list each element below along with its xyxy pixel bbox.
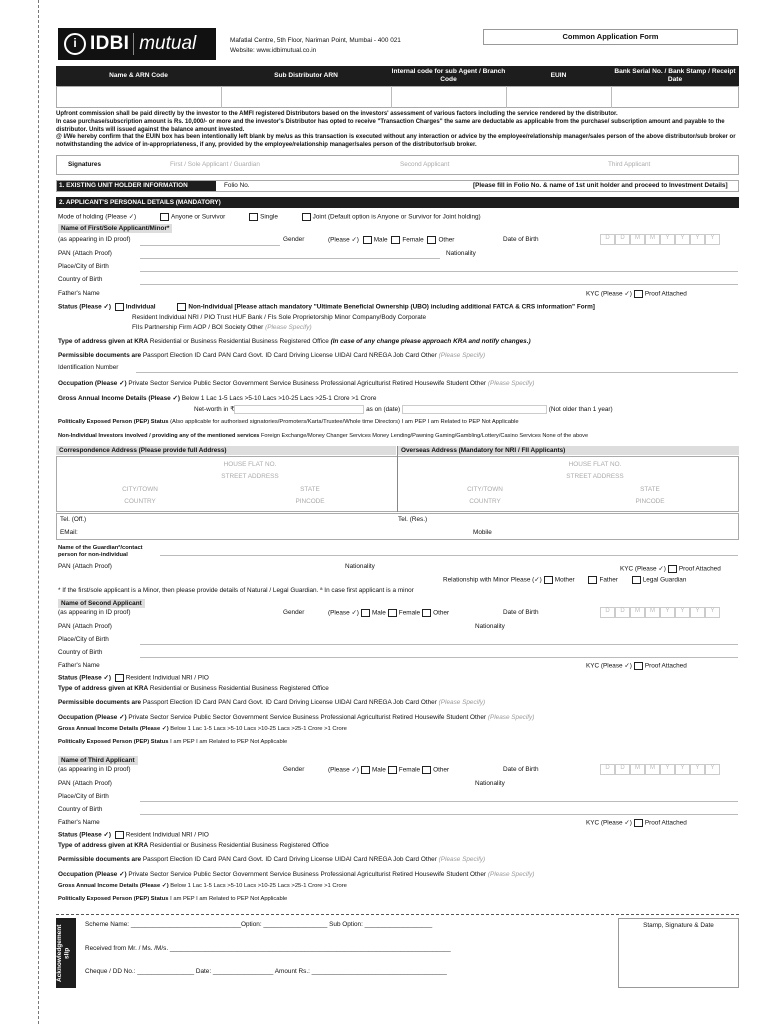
third-applicant-occ [58,871,534,878]
second-applicant-income [58,726,347,733]
g-kyc-checkbox[interactable] [668,565,677,573]
second-applicant-addr [58,685,329,692]
third-applicant-occ-label: Occupation (Please ✓) [58,871,127,878]
networth-label: Net-worth in ₹ [194,406,235,414]
cut-line [38,0,39,1024]
third-applicant-pan: PAN (Attach Proof) [58,780,112,787]
sig-third[interactable]: Third Applicant [608,161,651,168]
second-applicant-kyc-checkbox[interactable] [634,662,643,670]
pep-row [58,419,519,426]
third-applicant-gender-opts [328,766,449,774]
docs-row [58,352,485,359]
dist-col-internal: Internal code for sub Agent / Branch Code [391,68,506,83]
status-specify[interactable]: (Please Specify) [265,324,312,331]
email-label: EMail: [60,529,78,536]
second-applicant-pep-opts[interactable]: I am PEP I am Related to PEP Not Applicable [170,739,288,745]
idnum-label: Identification Number [58,364,119,371]
addr-note: (In case of any change please approach KRA and notify changes.) [330,338,531,345]
third-applicant-addr [58,842,329,849]
third-applicant-nationality: Nationality [475,780,505,787]
country-label: Country of Birth [58,276,103,283]
as-in-id: (as appearing in ID proof) [58,236,131,243]
place-label: Place/City of Birth [58,263,109,270]
distributor-header [56,66,739,86]
third-applicant-other-checkbox[interactable] [422,766,431,774]
asondate-input[interactable] [402,405,547,414]
docs-label: Permissible documents are [58,352,142,359]
occupation-label: Occupation (Please ✓) [58,380,127,387]
third-applicant-dob-boxes[interactable]: D D M M Y Y Y Y [600,764,720,775]
gender-options [328,236,454,244]
mother-label: Mother [554,576,575,584]
second-applicant-female-checkbox[interactable] [388,609,397,617]
third-applicant-pep-opts[interactable]: I am PEP I am Related to PEP Not Applicable [170,896,288,902]
pep-note: (Also applicable for authorised signatories/Promoters/Karta/Trustee/Whole time Directors) [170,419,400,425]
second-applicant-kyc-label: KYC (Please ✓) [586,662,632,670]
second-applicant-docs-opts[interactable]: Passport Election ID Card PAN Card Govt. ID Card Driving License UIDAI Card NREGA Job Card Other [142,699,437,706]
second-applicant-country: Country of Birth [58,649,103,656]
third-applicant-as-in-id: (as appearing in ID proof) [58,766,131,773]
second-applicant-other-checkbox[interactable] [422,609,431,617]
pep-opts[interactable]: I am PEP I am Related to PEP Not Applicable [401,419,519,425]
father-checkbox[interactable] [588,576,597,584]
second-applicant-income-opts[interactable]: Below 1 Lac 1-5 Lacs >5-10 Lacs >10-25 Lacs >25-1 Crore >1 Crore [170,726,347,732]
female-checkbox[interactable] [391,236,400,244]
third-applicant-male-checkbox[interactable] [361,766,370,774]
income-opts[interactable]: Below 1 Lac 1-5 Lacs >5-10 Lacs >10-25 Lacs >25-1 Crore >1 Crore [181,395,377,402]
mode-label: Mode of holding (Please ✓) [58,213,137,221]
individual-checkbox[interactable] [115,303,124,311]
joint-checkbox[interactable] [302,213,311,221]
other-label: Other [438,236,455,244]
existing-title: 1. EXISTING UNIT HOLDER INFORMATION [56,180,216,192]
third-applicant-male: Male [371,766,386,774]
single-checkbox[interactable] [249,213,258,221]
tel-res-label: Tel. (Res.) [398,516,428,523]
asondate-label: as on (date) [366,406,401,414]
corr-pincode: PINCODE [295,498,325,505]
kyc-checkbox[interactable] [634,290,643,298]
ack-cheque[interactable]: Cheque / DD No.: ________________ Date: _________________ Amount Rs.: ______________________________________ [85,968,447,975]
mobile-label: Mobile [473,529,492,536]
legal-checkbox[interactable] [632,576,641,584]
third-applicant-occ-specify[interactable]: (Please Specify) [487,871,535,878]
second-applicant-addr-label: Type of address given at KRA [58,685,149,692]
mother-checkbox[interactable] [544,576,553,584]
dist-col-bank: Bank Serial No. / Bank Stamp / Receipt Date [614,68,736,83]
third-applicant-dob: Date of Birth [503,766,539,773]
guardian-kyc [620,565,721,573]
second-applicant-dob: Date of Birth [503,609,539,616]
occ-specify[interactable]: (Please Specify) [487,380,535,387]
second-applicant-title: Name of Second Applicant [58,599,145,608]
existing-note: [Please fill in Folio No. & name of 1st unit holder and proceed to Investment Details] [473,182,728,189]
networth-input[interactable] [234,405,364,414]
ovs-street: STREET ADDRESS [566,473,624,480]
addr-type-row [58,338,531,345]
pep-label: Politically Exposed Person (PEP) Status [58,419,169,425]
third-applicant-please: (Please ✓) [328,766,359,774]
second-applicant-occ-specify[interactable]: (Please Specify) [487,714,535,721]
docs-opts[interactable]: Passport Election ID Card PAN Card Govt. ID Card Driving License UIDAI Card NREGA Job Card Other [142,352,437,359]
third-applicant-female-checkbox[interactable] [388,766,397,774]
second-applicant-place: Place/City of Birth [58,636,109,643]
male-label: Male [373,236,388,244]
ack-received[interactable]: Received from Mr. / Ms. /M/s. _______________________________________________________________________________ [85,945,451,952]
relation-row [443,576,686,584]
third-applicant-docs-label: Permissible documents are [58,856,142,863]
second-applicant-father: Father's Name [58,662,100,669]
third-applicant-status-label: Status (Please ✓) [58,831,111,839]
third-applicant-income-label: Gross Annual Income Details (Please ✓) [58,883,169,889]
father-label: Father's Name [58,290,100,297]
dob-boxes[interactable]: D D M M Y Y Y Y [600,234,720,245]
individual-label: Individual [125,303,156,311]
folio-label: Folio No. [224,182,250,189]
status-list2-text: FIIs Partnership Firm AOP / BOI Society Other [132,324,264,331]
guardian-pan-label: PAN (Attach Proof) [58,563,112,570]
logo-emblem-icon: i [64,33,86,55]
second-applicant-male: Male [371,609,386,617]
disclaimer-p1: Upfront commission shall be paid directly by the investor to the AMFI registered Distributors based on the investors' assessment of various factors including the service rendered by the distributor. [56,111,618,117]
second-applicant-as-in-id: (as appearing in ID proof) [58,609,131,616]
third-applicant-addr-label: Type of address given at KRA [58,842,149,849]
third-applicant-docs-opts[interactable]: Passport Election ID Card PAN Card Govt. ID Card Driving License UIDAI Card NREGA Job Card Other [142,856,437,863]
dist-col-euin: EUIN [550,72,567,80]
sig-second[interactable]: Second Applicant [400,161,450,168]
second-applicant-docs-specify[interactable]: (Please Specify) [438,699,486,706]
nonindividual-label: Non-Individual [Please attach mandatory "Ultimate Beneficial Ownership (UBO) including additional FATCA & CRS information" Form] [188,303,595,311]
third-applicant-docs [58,856,485,863]
status-label: Status (Please ✓) [58,303,111,311]
disclaimer-p3: @ I/We hereby confirm that the EUIN box has been intentionally left blank by me/us as this transaction is executed without any interaction or advice by the employee/relationship manager/sales person of the above distributor/sub broker or notwithstanding the advice of in-appropriateness, if any, provided by the employee/relationship manager/sales person of the distributor/sub broker. [56,134,736,149]
minor-note: * If the first/sole applicant is a Minor, then please provide details of Natural / Legal Guardian. ª In case first applicant is a minor [58,587,414,594]
second-applicant-pan: PAN (Attach Proof) [58,623,112,630]
guardian-nationality: Nationality [345,563,375,570]
third-applicant-other: Other [433,766,450,774]
second-applicant-pep [58,739,287,746]
status-list2 [132,324,312,331]
dob-label: Date of Birth [503,236,539,243]
nonindividual-checkbox[interactable] [177,303,186,311]
brand-mutual: mutual [133,33,196,55]
dist-col-name: Name & ARN Code [109,72,168,80]
third-applicant-kyc-checkbox[interactable] [634,819,643,827]
second-applicant-female: Female [398,609,421,617]
kyc-label: KYC (Please ✓) [586,290,632,298]
second-applicant-docs-label: Permissible documents are [58,699,142,706]
second-applicant-income-label: Gross Annual Income Details (Please ✓) [58,726,169,732]
ovs-country: COUNTRY [469,498,501,505]
nationality-label: Nationality [446,250,476,257]
ack-side-label: Acknowledgement slip [56,918,76,988]
disclaimer [56,111,739,150]
occupation-opts[interactable]: Private Sector Service Public Sector Government Service Business Professional Agriculturist Retired Housewife Student Other [128,380,487,387]
ovs-pincode: PINCODE [635,498,665,505]
website: Website: www.idbimutual.co.in [230,47,317,54]
third-applicant-place: Place/City of Birth [58,793,109,800]
second-applicant-proof: Proof Attached [644,662,687,670]
third-applicant-pep [58,896,287,903]
status-list1: Resident Individual NRI / PIO Trust HUF Bank / FIs Sole Proprietorship Minor Company/Body Corporate [132,314,427,321]
tel-off-label: Tel. (Off.) [60,516,87,523]
second-applicant-status-opts: Resident Individual NRI / PIO [125,674,209,682]
second-applicant-nationality: Nationality [475,623,505,630]
third-applicant-father: Father's Name [58,819,100,826]
second-applicant-gender-opts [328,609,449,617]
proof-label: Proof Attached [644,290,687,298]
third-applicant-country: Country of Birth [58,806,103,813]
networth-row [194,405,613,414]
corr-title: Correspondence Address (Please provide full Address) [56,446,396,455]
third-applicant-income [58,883,347,890]
pan-label: PAN (Attach Proof) [58,250,112,257]
second-applicant-occ [58,714,534,721]
third-applicant-kyc-label: KYC (Please ✓) [586,819,632,827]
male-checkbox[interactable] [363,236,372,244]
please-tick: (Please ✓) [328,236,359,244]
third-applicant-docs-specify[interactable]: (Please Specify) [438,856,486,863]
kyc-row [586,290,687,298]
anyone-label: Anyone or Survivor [170,213,226,221]
third-applicant-proof: Proof Attached [644,819,687,827]
second-applicant-status-label: Status (Please ✓) [58,674,111,682]
corr-street: STREET ADDRESS [221,473,279,480]
nonind-inv-opts[interactable]: Foreign Exchange/Money Changer Services Money Lending/Pawning Gaming/Gambling/Lottery/Casino Services None of the above [260,433,589,439]
second-applicant-addr-opts[interactable]: Residential or Business Residential Business Registered Office [149,685,329,692]
third-applicant-status-checkbox[interactable] [115,831,124,839]
gender-label: Gender [283,236,305,243]
g-proof-label: Proof Attached [678,565,721,573]
corr-house: HOUSE FLAT NO. [223,461,277,468]
address: Mafatlal Centre, 5th Floor, Nariman Point, Mumbai - 400 021 [230,37,401,44]
second-applicant-gender: Gender [283,609,305,616]
second-applicant-occ-label: Occupation (Please ✓) [58,714,127,721]
signatures-label: Signatures [68,161,102,168]
single-label: Single [260,213,278,221]
third-applicant-status [58,831,209,839]
third-applicant-pep-label: Politically Exposed Person (PEP) Status [58,896,169,902]
occupation-row [58,380,534,387]
third-applicant-title: Name of Third Applicant [58,756,138,765]
anyone-checkbox[interactable] [160,213,169,221]
second-applicant-pep-label: Politically Exposed Person (PEP) Status [58,739,169,745]
second-applicant-occ-opts[interactable]: Private Sector Service Public Sector Government Service Business Professional Agriculturist Retired Housewife Student Other [128,714,487,721]
nonind-inv-label: Non-Individual Investors involved / providing any of the mentioned services [58,433,260,439]
addr-type-label: Type of address given at KRA [58,338,149,345]
second-applicant-dob-boxes[interactable]: D D M M Y Y Y Y [600,607,720,618]
second-applicant-male-checkbox[interactable] [361,609,370,617]
income-label: Gross Annual Income Details (Please ✓) [58,395,180,402]
disclaimer-p2: In case purchase/subscription amount is Rs. 10,000/- or more and the investor's Distributor has opted to receive "Transaction Charges" the same are deductable as applicable from the purchase/ subscription amount and payable to the distributor. Units will issued against the balance amount invested. [56,118,725,133]
guardian-label: Name of the Guardianª/contact person for non-individual [58,545,143,558]
third-applicant-addr-opts[interactable]: Residential or Business Residential Business Registered Office [149,842,329,849]
second-applicant-other: Other [433,609,450,617]
sig-first[interactable]: First / Sole Applicant / Guardian [170,161,260,168]
overseas-title: Overseas Address (Mandatory for NRI / FII Applicants) [398,446,739,455]
corr-state: STATE [300,486,320,493]
third-applicant-occ-opts[interactable]: Private Sector Service Public Sector Government Service Business Professional Agriculturist Retired Housewife Student Other [128,871,487,878]
ack-scheme[interactable]: Scheme Name: _______________________________Option: __________________ Sub Option: ___________________ [85,921,433,928]
status-row [58,303,595,311]
third-applicant-female: Female [398,766,421,774]
brand-idbi: IDBI [90,33,130,55]
g-kyc-label: KYC (Please ✓) [620,565,666,573]
distributor-input-row[interactable] [56,86,739,108]
second-applicant-kyc [586,662,687,670]
ovs-state: STATE [640,486,660,493]
docs-specify[interactable]: (Please Specify) [438,352,486,359]
second-applicant-status-checkbox[interactable] [115,674,124,682]
form-title: Common Application Form [483,29,738,45]
third-applicant-income-opts[interactable]: Below 1 Lac 1-5 Lacs >5-10 Lacs >10-25 Lacs >25-1 Crore >1 Crore [170,883,347,889]
notolder-label: (Not older than 1 year) [548,406,613,414]
father-opt-label: Father [599,576,618,584]
relation-label: Relationship with Minor Please (✓) [443,576,542,584]
addr-type-opts[interactable]: Residential or Business Residential Business Registered Office [149,338,329,345]
third-applicant-gender: Gender [283,766,305,773]
second-applicant-please: (Please ✓) [328,609,359,617]
idbi-logo [58,28,216,60]
ovs-city: CITY/TOWN [467,486,503,493]
personal-title: 2. APPLICANT'S PERSONAL DETAILS (MANDATORY) [56,197,739,208]
first-applicant-title: Name of First/Sole Applicant/Minor* [58,224,172,233]
income-row [58,395,376,402]
legal-label: Legal Guardian [642,576,687,584]
second-applicant-docs [58,699,485,706]
female-label: Female [402,236,424,244]
second-applicant-status [58,674,209,682]
dist-col-sub: Sub Distributor ARN [274,72,338,80]
joint-label: Joint (Default option is Anyone or Survivor for Joint holding) [312,213,481,221]
other-checkbox[interactable] [427,236,436,244]
ovs-house: HOUSE FLAT NO. [568,461,622,468]
third-applicant-status-opts: Resident Individual NRI / PIO [125,831,209,839]
ack-stamp[interactable]: Stamp, Signature & Date [618,918,739,988]
third-applicant-kyc [586,819,687,827]
corr-city: CITY/TOWN [122,486,158,493]
mode-row [58,213,481,221]
corr-country: COUNTRY [124,498,156,505]
nonind-inv-row [58,433,588,439]
